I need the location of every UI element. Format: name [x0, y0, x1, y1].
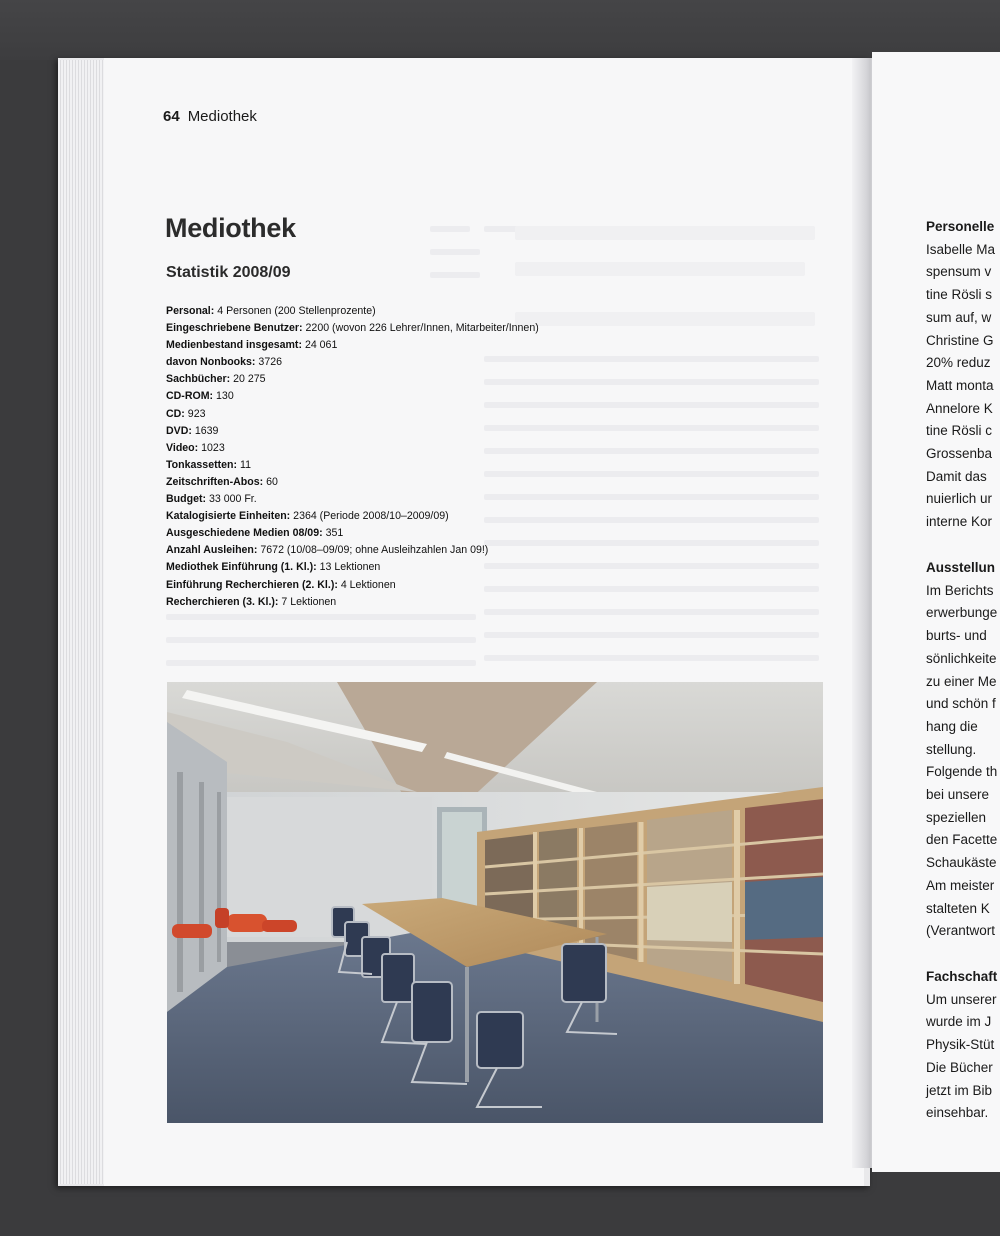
- text-line: Matt monta: [926, 377, 994, 393]
- section-name: Mediothek: [187, 108, 257, 125]
- stat-row: [166, 320, 626, 337]
- stat-value: 4 Personen (200 Stellenprozente): [217, 305, 376, 317]
- text-line: und schön f: [926, 696, 996, 712]
- stat-label: CD-ROM:: [166, 390, 214, 403]
- statistics-subtitle: Statistik 2008/09: [166, 264, 291, 281]
- text-line: Folgende th: [926, 764, 998, 780]
- stat-row: [166, 559, 626, 576]
- text-line: spensum v: [926, 264, 992, 280]
- text-line: sönlichkeite: [926, 650, 997, 666]
- stat-row: [166, 440, 626, 457]
- text-line: tine Rösli s: [926, 287, 993, 303]
- stat-value: 1639: [194, 424, 219, 437]
- stat-label: Personal:: [166, 305, 215, 317]
- stat-label: DVD:: [166, 424, 192, 437]
- text-line: Schaukäste: [926, 855, 997, 871]
- stat-row: [166, 388, 626, 405]
- text-line: Im Berichts: [926, 582, 994, 598]
- stat-label: Mediothek Einführung (1. Kl.):: [166, 561, 317, 574]
- stat-row: [166, 525, 626, 542]
- stat-row: [166, 594, 626, 611]
- text-line: Grossenba: [926, 446, 993, 462]
- stat-row: [166, 354, 626, 371]
- text-line: Am meister: [926, 877, 995, 893]
- stat-row: [166, 406, 626, 423]
- text-line: Physik-Stüt: [926, 1037, 995, 1053]
- page-edges: [58, 60, 110, 1184]
- section-heading: Fachschaft: [926, 969, 998, 984]
- text-line: erwerbunge: [926, 605, 998, 621]
- statistics-list: [166, 303, 626, 611]
- stat-row: [166, 337, 626, 354]
- text-line: wurde im J: [926, 1014, 992, 1030]
- stat-label: Medienbestand insgesamt:: [166, 339, 302, 352]
- stat-label: davon Nonbooks:: [166, 356, 256, 369]
- stat-row: [166, 303, 626, 320]
- text-line: Damit das: [926, 468, 987, 484]
- scanner-backdrop: [0, 0, 1000, 60]
- text-line: Um unserer: [926, 991, 997, 1007]
- stat-value: 20 275: [233, 373, 266, 386]
- right-page-block-ausstellung: [926, 557, 1000, 943]
- stat-row: [166, 542, 626, 559]
- stat-value: 351: [325, 527, 344, 540]
- stat-row: [166, 423, 626, 440]
- right-page-block-fachschaft: [926, 966, 1000, 1125]
- stat-label: CD:: [166, 407, 185, 420]
- stat-label: Anzahl Ausleihen:: [166, 544, 258, 557]
- stat-value: 130: [216, 390, 234, 403]
- text-line: hang die: [926, 718, 978, 734]
- text-line: sum auf, w: [926, 309, 992, 325]
- stat-label: Recherchieren (3. Kl.):: [166, 595, 279, 608]
- section-heading: Personelle: [926, 219, 995, 234]
- stat-row: [166, 371, 626, 388]
- stat-value: 4 Lektionen: [340, 578, 396, 591]
- stat-value: 2200 (wovon 226 Lehrer/Innen, Mitarbeiter/Innen): [305, 322, 539, 335]
- text-line: stalteten K: [926, 900, 990, 916]
- text-line: 20% reduz: [926, 355, 991, 371]
- stat-label: Tonkassetten:: [166, 458, 238, 471]
- text-line: interne Kor: [926, 514, 993, 530]
- stat-row: [166, 508, 626, 525]
- stat-value: 13 Lektionen: [319, 561, 381, 574]
- stat-label: Video:: [166, 441, 199, 454]
- stat-value: 33 000 Fr.: [208, 493, 257, 506]
- text-line: burts- und: [926, 628, 987, 644]
- section-heading: Ausstellun: [926, 560, 996, 575]
- text-line: einsehbar.: [926, 1105, 989, 1121]
- page-number: 64: [163, 108, 180, 125]
- library-photo: [167, 682, 823, 1123]
- text-line: zu einer Me: [926, 673, 997, 689]
- page-title: Mediothek: [165, 213, 296, 243]
- stat-value: 923: [187, 407, 206, 420]
- stat-label: Eingeschriebene Benutzer:: [166, 322, 303, 335]
- text-line: bei unsere: [926, 787, 990, 803]
- stat-label: Sachbücher:: [166, 373, 231, 386]
- running-header: [163, 108, 257, 125]
- stat-value: 7 Lektionen: [281, 595, 337, 608]
- stat-label: Ausgeschiedene Medien 08/09:: [166, 527, 323, 540]
- stat-value: 60: [266, 475, 278, 488]
- text-line: (Verantwort: [926, 923, 996, 939]
- right-page-block-personelle: [926, 216, 1000, 534]
- stat-value: 24 061: [304, 339, 338, 352]
- stat-value: 2364 (Periode 2008/10–2009/09): [293, 510, 449, 523]
- text-line: Christine G: [926, 332, 994, 348]
- stat-value: 3726: [258, 356, 282, 369]
- stat-value: 1023: [201, 441, 225, 454]
- text-line: speziellen: [926, 809, 987, 825]
- stat-label: Katalogisierte Einheiten:: [166, 510, 291, 523]
- text-line: den Facette: [926, 832, 998, 848]
- stat-label: Budget:: [166, 493, 207, 506]
- stat-value: 11: [240, 458, 251, 471]
- text-line: Isabelle Ma: [926, 241, 996, 257]
- text-line: tine Rösli c: [926, 423, 993, 439]
- stat-label: Zeitschriften-Abos:: [166, 475, 264, 488]
- text-line: Annelore K: [926, 400, 993, 416]
- stat-row: [166, 474, 626, 491]
- text-line: stellung.: [926, 741, 977, 757]
- stat-row: [166, 491, 626, 508]
- stat-row: [166, 577, 626, 594]
- stat-row: [166, 457, 626, 474]
- text-line: jetzt im Bib: [926, 1082, 993, 1098]
- text-line: Die Bücher: [926, 1059, 993, 1075]
- text-line: nuierlich ur: [926, 491, 993, 507]
- stat-label: Einführung Recherchieren (2. Kl.):: [166, 578, 338, 591]
- stat-value: 7672 (10/08–09/09; ohne Ausleihzahlen Jan 09!): [260, 544, 489, 557]
